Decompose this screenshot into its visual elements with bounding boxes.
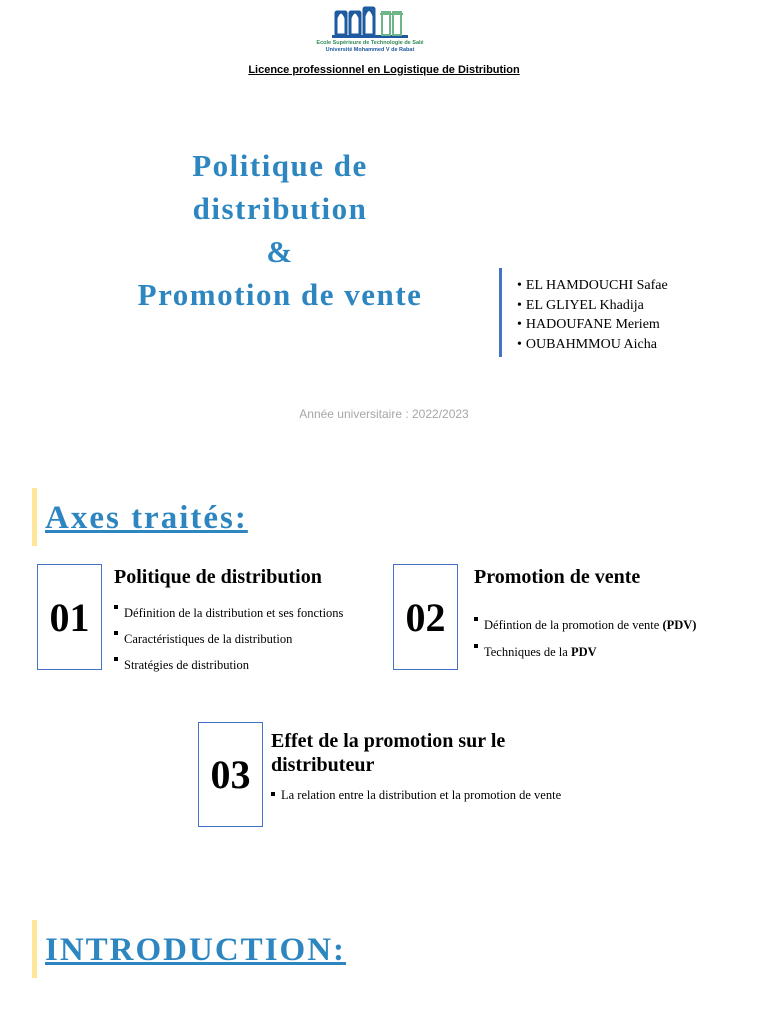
author-item: • EL GLIYEL Khadija (517, 296, 668, 316)
axis-number-box: 03 (198, 722, 263, 827)
axis-3-title (271, 729, 505, 777)
author-item: • HADOUFANE Meriem (517, 315, 668, 335)
axis-1-points (114, 600, 343, 678)
axis-point: Stratégies de distribution (114, 652, 343, 678)
introduction-heading: INTRODUCTION: (45, 932, 347, 968)
axis-1-title: Politique de distribution (114, 566, 322, 588)
logo-university-name: Université Mohammed V de Rabat (325, 47, 415, 53)
axis-2-title: Promotion de vente (474, 566, 641, 588)
axis-number-box: 01 (37, 564, 102, 670)
title-line-3: & (266, 234, 294, 269)
authors-divider (499, 268, 502, 357)
program-title: Licence professionnel en Logistique de Distribution (248, 64, 520, 76)
axis-point (474, 639, 696, 666)
axes-section-bar (32, 488, 37, 546)
title-line-4: Promotion de vente (137, 277, 423, 312)
axis-number-box: 02 (393, 564, 458, 670)
school-logo (305, 4, 435, 60)
academic-year: Année universitaire : 2022/2023 (299, 407, 469, 421)
axis-point-text: Défintion de la promotion de vente (484, 618, 663, 632)
logo-school-name: Ecole Supérieure de Technologie de Salé (316, 40, 424, 46)
introduction-section-bar (32, 920, 37, 978)
axis-3-points (271, 787, 561, 803)
axis-3-title-line-1: Effet de la promotion sur le (271, 730, 506, 752)
axis-point: Définition de la distribution et ses fonctions (114, 600, 343, 626)
axis-point-bold: PDV (570, 645, 597, 659)
axis-point: Caractéristiques de la distribution (114, 626, 343, 652)
school-emblem-icon (330, 4, 410, 40)
title-line-2: distribution (192, 191, 368, 226)
axes-heading: Axes traités: (45, 500, 248, 536)
author-item: • EL HAMDOUCHI Safae (517, 276, 668, 296)
axis-2-points (474, 612, 696, 666)
presentation-title (90, 144, 470, 316)
axis-3-title-line-2: distributeur (271, 754, 375, 776)
author-item: • OUBAHMMOU Aicha (517, 335, 668, 355)
axis-point-text: Techniques de la (484, 645, 571, 659)
axis-point (474, 612, 696, 639)
authors-list (517, 276, 668, 354)
axis-point: La relation entre la distribution et la promotion de vente (271, 787, 561, 803)
axis-point-bold: (PDV) (662, 618, 697, 632)
title-line-1: Politique de (192, 148, 368, 183)
